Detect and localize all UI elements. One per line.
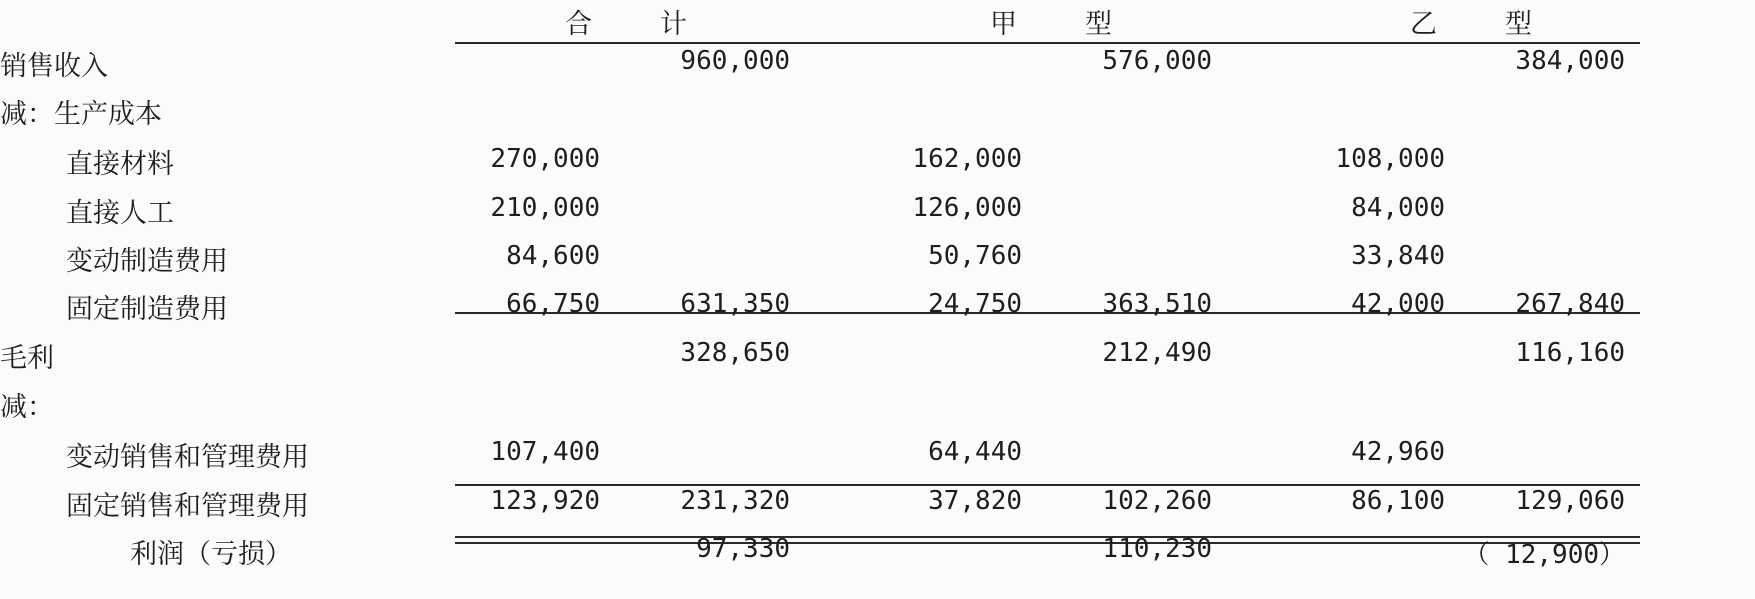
row-value: 129,060 <box>1515 486 1625 516</box>
row-label: 销售收入 <box>0 51 108 82</box>
row-value: 42,960 <box>1351 437 1445 467</box>
row-value: 24,750 <box>928 289 1022 319</box>
row-label: 直接人工 <box>66 198 174 229</box>
header-type-a-char1: 甲 <box>990 9 1018 40</box>
row-value: 66,750 <box>506 289 600 319</box>
row-value: 210,000 <box>490 193 600 223</box>
row-value: 162,000 <box>912 144 1022 174</box>
row-value: 126,000 <box>912 193 1022 223</box>
row-value: 107,400 <box>490 437 600 467</box>
row-label: 利润（亏损） <box>130 539 292 570</box>
row-value: 50,760 <box>928 241 1022 271</box>
row-value: 110,230 <box>1102 534 1212 564</box>
header-type-a-char2: 型 <box>1085 9 1113 40</box>
row-value: 328,650 <box>680 338 790 368</box>
row-value: 631,350 <box>680 289 790 319</box>
row-value: 102,260 <box>1102 486 1212 516</box>
row-value: 212,490 <box>1102 338 1212 368</box>
row-value: 84,000 <box>1351 193 1445 223</box>
row-value: 116,160 <box>1515 338 1625 368</box>
row-label: 直接材料 <box>66 149 174 180</box>
header-total-char2: 计 <box>660 9 688 40</box>
row-value: 363,510 <box>1102 289 1212 319</box>
row-label: 固定销售和管理费用 <box>66 491 309 522</box>
header-type-b-char1: 乙 <box>1410 9 1438 40</box>
row-label: 减： <box>0 392 54 423</box>
row-value: 84,600 <box>506 241 600 271</box>
row-value: 384,000 <box>1515 46 1625 76</box>
header-total-char1: 合 <box>565 9 593 40</box>
row-value: 270,000 <box>490 144 600 174</box>
row-value: 231,320 <box>680 486 790 516</box>
row-value: 64,440 <box>928 437 1022 467</box>
row-label: 变动销售和管理费用 <box>66 442 309 473</box>
row-value: 960,000 <box>680 46 790 76</box>
row-label: 毛利 <box>0 343 54 374</box>
row-value: 97,330 <box>696 534 790 564</box>
row-value: 123,920 <box>490 486 600 516</box>
row-value: 42,000 <box>1351 289 1445 319</box>
row-value: （ 12,900） <box>1463 540 1625 570</box>
row-value: 267,840 <box>1515 289 1625 319</box>
row-value: 86,100 <box>1351 486 1445 516</box>
row-label: 固定制造费用 <box>66 294 228 325</box>
row-label: 减：生产成本 <box>0 99 162 130</box>
header-rule <box>455 42 1640 44</box>
row-value: 108,000 <box>1335 144 1445 174</box>
row-label: 变动制造费用 <box>66 246 228 277</box>
row-value: 37,820 <box>928 486 1022 516</box>
row-value: 576,000 <box>1102 46 1212 76</box>
row-value: 33,840 <box>1351 241 1445 271</box>
header-type-b-char2: 型 <box>1505 9 1533 40</box>
